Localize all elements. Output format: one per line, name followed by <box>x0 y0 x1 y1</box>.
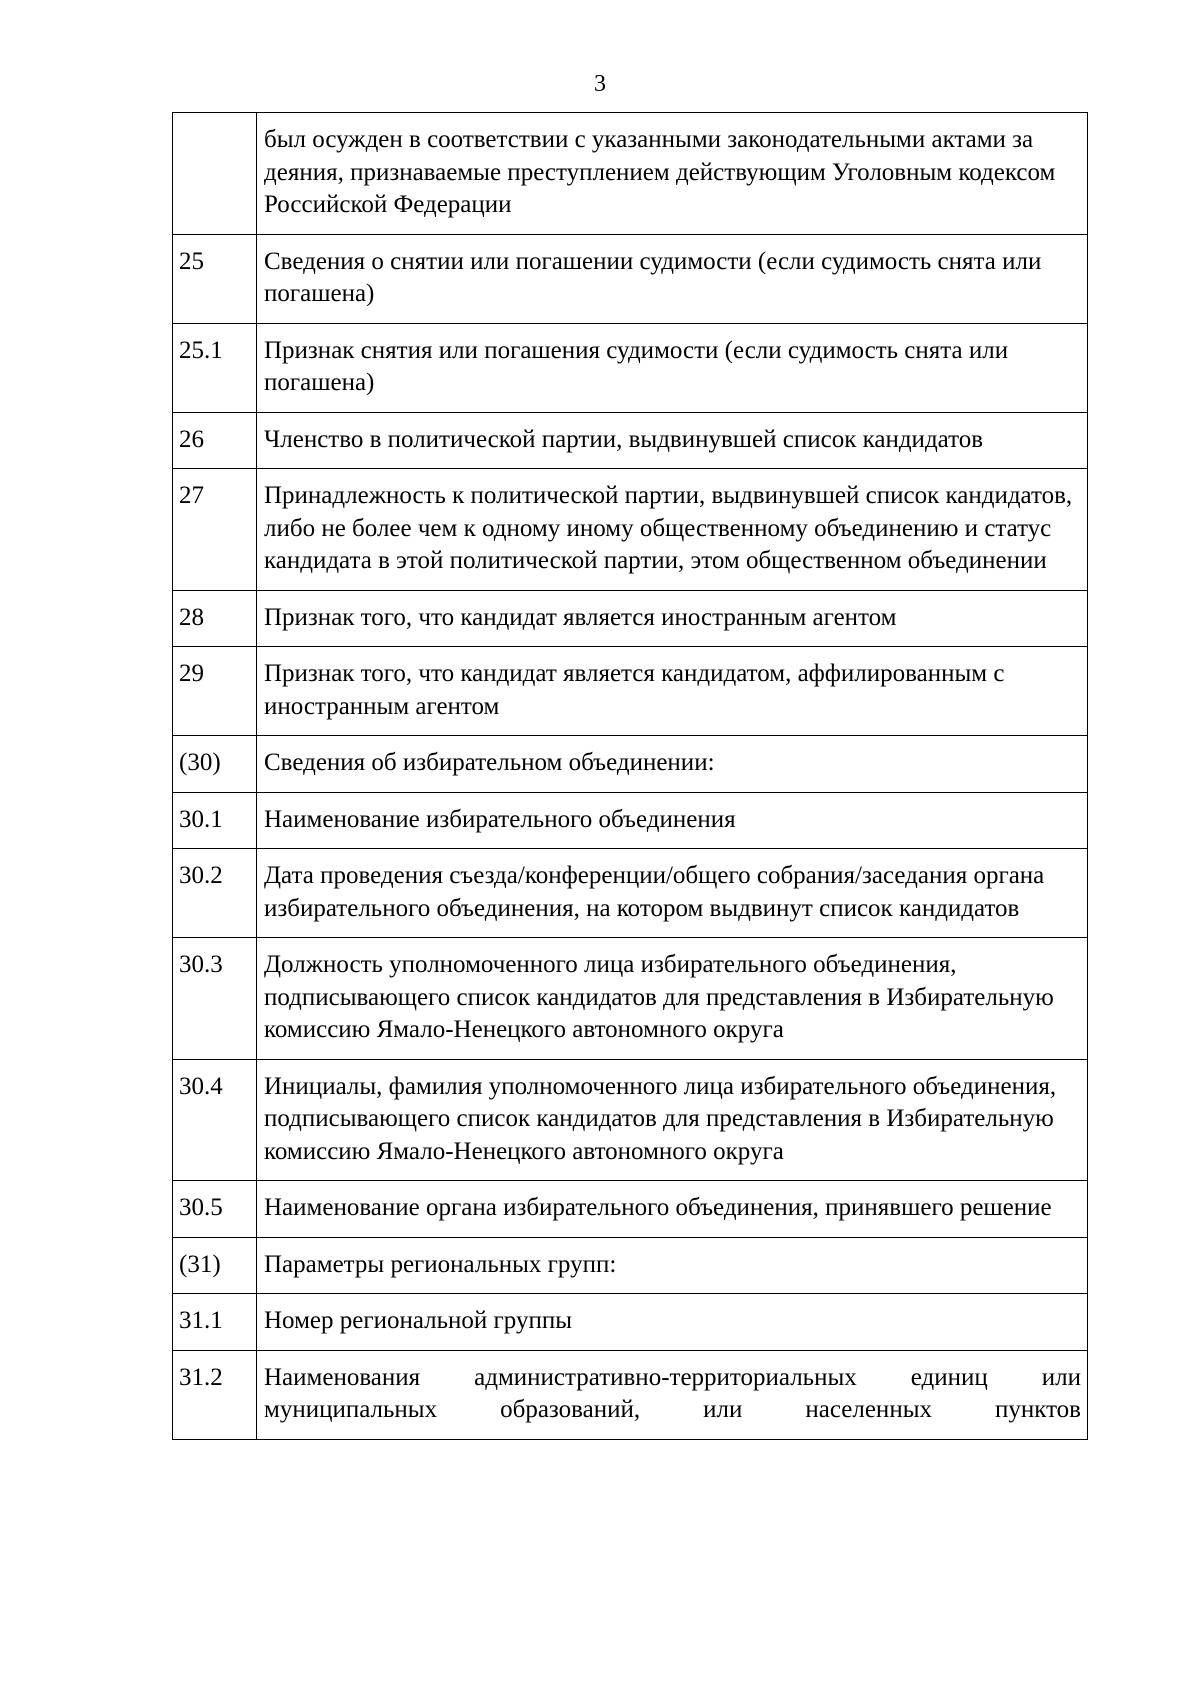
table-row <box>173 1294 1088 1351</box>
row-number: 30.3 <box>173 938 257 1060</box>
row-text: Принадлежность к политической партии, выдвинувшей список кандидатов, либо не более чем к одному иному общественному объединению и статус кандидата в этой политической партии, этом общественном объединении <box>257 469 1088 591</box>
table-row <box>173 647 1088 736</box>
row-number: 25 <box>173 234 257 323</box>
row-text: Сведения о снятии или погашении судимости (если судимость снята или погашена) <box>257 234 1088 323</box>
table-row <box>173 412 1088 469</box>
table-row <box>173 1181 1088 1238</box>
table-row <box>173 849 1088 938</box>
table-row <box>173 736 1088 793</box>
table-row <box>173 113 1088 235</box>
row-text: Дата проведения съезда/конференции/общего собрания/заседания органа избирательного объединения, на котором выдвинут список кандидатов <box>257 849 1088 938</box>
row-text: Наименование избирательного объединения <box>257 792 1088 849</box>
row-text: Членство в политической партии, выдвинувшей список кандидатов <box>257 412 1088 469</box>
table-row <box>173 1350 1088 1439</box>
table-row <box>173 323 1088 412</box>
row-number: 30.4 <box>173 1059 257 1181</box>
row-text: был осужден в соответствии с указанными законодательными актами за деяния, признаваемые преступлением действующим Уголовным кодексом Российской Федерации <box>257 113 1088 235</box>
row-number <box>173 113 257 235</box>
row-text: Признак снятия или погашения судимости (если судимость снята или погашена) <box>257 323 1088 412</box>
table-row <box>173 938 1088 1060</box>
row-number: 28 <box>173 590 257 647</box>
row-number: 31.2 <box>173 1350 257 1439</box>
row-text: Должность уполномоченного лица избирательного объединения, подписывающего список кандидатов для представления в Избирательную комиссию Ямало-Ненецкого автономного округа <box>257 938 1088 1060</box>
table-row <box>173 1237 1088 1294</box>
table-row <box>173 469 1088 591</box>
table-row <box>173 234 1088 323</box>
row-number: (30) <box>173 736 257 793</box>
row-text: Номер региональной группы <box>257 1294 1088 1351</box>
page-number: 3 <box>594 71 606 97</box>
row-number: 30.5 <box>173 1181 257 1238</box>
row-text: Сведения об избирательном объединении: <box>257 736 1088 793</box>
row-number: 26 <box>173 412 257 469</box>
row-text: Наименование органа избирательного объединения, принявшего решение <box>257 1181 1088 1238</box>
row-text: Инициалы, фамилия уполномоченного лица избирательного объединения, подписывающего список кандидатов для представления в Избирательную комиссию Ямало-Ненецкого автономного округа <box>257 1059 1088 1181</box>
row-text: Параметры региональных групп: <box>257 1237 1088 1294</box>
table-row <box>173 1059 1088 1181</box>
data-table <box>172 112 1088 1440</box>
row-number: 31.1 <box>173 1294 257 1351</box>
row-text: Признак того, что кандидат является кандидатом, аффилированным с иностранным агентом <box>257 647 1088 736</box>
row-number: 29 <box>173 647 257 736</box>
table-row <box>173 792 1088 849</box>
row-number: 25.1 <box>173 323 257 412</box>
row-text: Наименования административно-территориальных единиц или муниципальных образований, или населенных пунктов <box>257 1350 1088 1439</box>
row-number: 30.2 <box>173 849 257 938</box>
row-number: 30.1 <box>173 792 257 849</box>
row-number: 27 <box>173 469 257 591</box>
row-text: Признак того, что кандидат является иностранным агентом <box>257 590 1088 647</box>
table-row <box>173 590 1088 647</box>
row-number: (31) <box>173 1237 257 1294</box>
